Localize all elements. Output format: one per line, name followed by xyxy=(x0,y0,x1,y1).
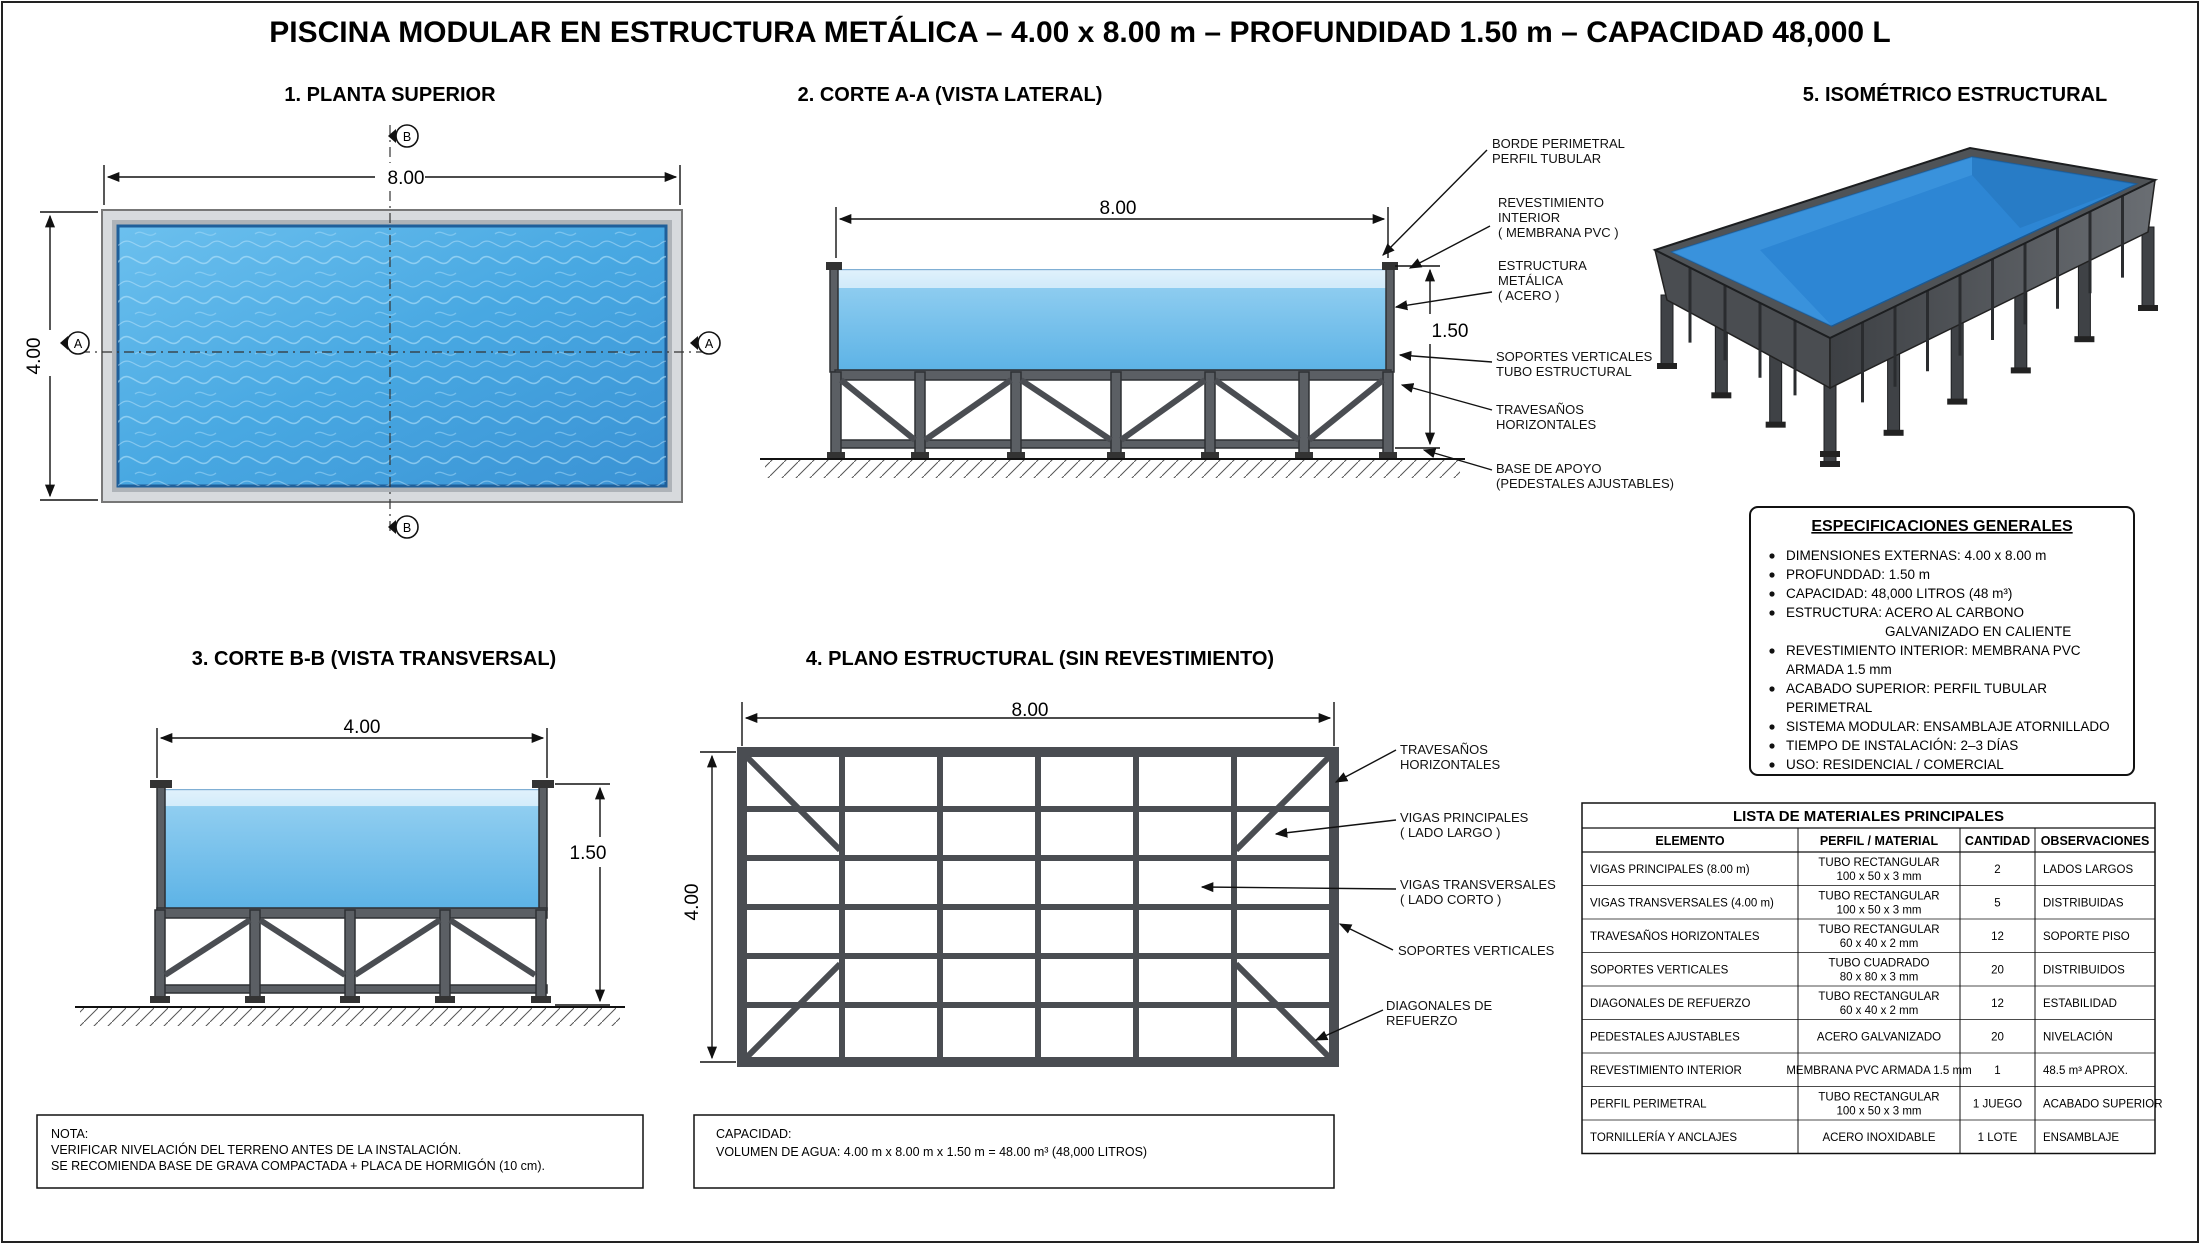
spec-bullet xyxy=(1769,553,1774,558)
svg-text:NOTA:: NOTA: xyxy=(51,1127,89,1141)
materials-cell-element: TORNILLERÍA Y ANCLAJES xyxy=(1590,1131,1738,1144)
iso-foot xyxy=(1766,422,1786,428)
materials-table xyxy=(1582,803,2163,1154)
materials-cell-obs: DISTRIBUIDAS xyxy=(2043,897,2124,910)
materials-title: LISTA DE MATERIALES PRINCIPALES xyxy=(1732,808,2005,825)
materials-cell-obs: SOPORTE PISO xyxy=(2043,930,2130,943)
view-4-structural-plan xyxy=(680,648,1556,1062)
spec-item: DIMENSIONES EXTERNAS: 4.00 x 8.00 m xyxy=(1786,548,2047,563)
aa-diagonal xyxy=(841,380,915,440)
capacity-box xyxy=(694,1115,1334,1188)
aa-diagonal xyxy=(1309,380,1383,440)
bb-dim-width: 4.00 xyxy=(343,717,381,738)
materials-cell-profile: TUBO RECTANGULAR xyxy=(1818,890,1940,903)
structural-dim-width: 4.00 xyxy=(682,883,703,921)
view-1-plan xyxy=(24,84,720,538)
bb-post xyxy=(250,910,260,998)
aa-post xyxy=(831,372,841,454)
spec-item-cont: ARMADA 1.5 mm xyxy=(1786,662,1892,677)
materials-cell-element: PEDESTALES AJUSTABLES xyxy=(1590,1031,1740,1044)
note-box xyxy=(37,1115,643,1188)
aa-labels xyxy=(1492,136,1674,491)
spec-bullet xyxy=(1769,743,1774,748)
bb-pedestal xyxy=(531,996,551,1003)
svg-text:REVESTIMIENTOINTERIOR( MEMBRAN: REVESTIMIENTO INTERIOR ( MEMBRANA PVC ) xyxy=(1498,195,1619,240)
view-2-title: 2. CORTE A-A (VISTA LATERAL) xyxy=(797,84,1103,106)
svg-text:B: B xyxy=(402,130,412,144)
bb-water xyxy=(165,790,539,908)
iso-foot xyxy=(1947,399,1967,405)
specs-title: ESPECIFICACIONES GENERALES xyxy=(1811,518,2073,535)
spec-item-cont: PERIMETRAL xyxy=(1786,700,1873,715)
spec-item-cont: GALVANIZADO EN CALIENTE xyxy=(1885,624,2072,639)
bb-pedestal xyxy=(340,996,360,1003)
section-marker-a-left xyxy=(60,332,89,354)
materials-header: ELEMENTO xyxy=(1655,834,1725,848)
view-5-title: 5. ISOMÉTRICO ESTRUCTURAL xyxy=(1802,84,2108,106)
materials-cell-obs: DISTRIBUIDOS xyxy=(2043,964,2125,977)
svg-text:VIGAS TRANSVERSALES( LADO CORT: VIGAS TRANSVERSALES ( LADO CORTO ) xyxy=(1400,877,1556,907)
bb-diagonal xyxy=(165,920,250,975)
spec-bullet xyxy=(1769,762,1774,767)
spec-bullet xyxy=(1769,648,1774,653)
iso-foot xyxy=(1711,392,1731,398)
iso-foot xyxy=(2138,305,2158,311)
materials-cell-qty: 20 xyxy=(1991,964,2004,977)
materials-cell-qty: 20 xyxy=(1991,1031,2004,1044)
plan-dim-width: 4.00 xyxy=(24,337,45,375)
view-3-title: 3. CORTE B-B (VISTA TRANSVERSAL) xyxy=(191,648,557,670)
aa-pedestal xyxy=(1201,452,1219,458)
materials-cell-profile: TUBO RECTANGULAR xyxy=(1818,1091,1940,1104)
materials-header: CANTIDAD xyxy=(1964,834,2031,848)
materials-cell-element: SOPORTES VERTICALES xyxy=(1590,964,1729,977)
bb-post xyxy=(536,910,546,998)
materials-cell-profile: TUBO RECTANGULAR xyxy=(1818,856,1940,869)
specs-box xyxy=(1750,507,2134,775)
aa-post xyxy=(1205,372,1215,454)
materials-cell-obs: ENSAMBLAJE xyxy=(2043,1131,2120,1144)
svg-text:SE RECOMIENDA BASE DE GRAVA CO: SE RECOMIENDA BASE DE GRAVA COMPACTADA + PLACA DE HORMIGÓN (10 cm). xyxy=(51,1159,545,1173)
spec-bullet xyxy=(1769,724,1774,729)
materials-cell-element: VIGAS TRANSVERSALES (4.00 m) xyxy=(1590,897,1774,910)
spec-item: ESTRUCTURA: ACERO AL CARBONO xyxy=(1786,605,2025,620)
spec-item: USO: RESIDENCIAL / COMERCIAL xyxy=(1786,757,2004,772)
materials-cell-qty: 5 xyxy=(1994,897,2001,910)
materials-cell-obs: LADOS LARGOS xyxy=(2043,863,2134,876)
svg-text:TRAVESAÑOSHORIZONTALES: TRAVESAÑOS HORIZONTALES xyxy=(1400,742,1501,772)
materials-cell-obs: NIVELACIÓN xyxy=(2043,1031,2113,1044)
materials-cell-profile: TUBO RECTANGULAR xyxy=(1818,923,1940,936)
svg-text:VIGAS PRINCIPALES( LADO LARGO: VIGAS PRINCIPALES ( LADO LARGO ) xyxy=(1400,810,1529,840)
svg-text:TRAVESAÑOSHORIZONTALES: TRAVESAÑOS HORIZONTALES xyxy=(1496,402,1597,432)
bb-pedestal xyxy=(435,996,455,1003)
bb-pedestal xyxy=(245,996,265,1003)
materials-cell-element: VIGAS PRINCIPALES (8.00 m) xyxy=(1590,863,1750,876)
iso-leg xyxy=(1770,354,1782,424)
materials-cell-profile: MEMBRANA PVC ARMADA 1.5 mm xyxy=(1786,1064,1972,1077)
materials-cell-element: REVESTIMIENTO INTERIOR xyxy=(1590,1064,1742,1077)
materials-cell-profile-dim: 100 x 50 x 3 mm xyxy=(1836,904,1922,917)
aa-pedestal xyxy=(1007,452,1025,458)
materials-header: OBSERVACIONES xyxy=(2040,834,2150,848)
view-4-title: 4. PLANO ESTRUCTURAL (SIN REVESTIMIENTO) xyxy=(805,648,1275,670)
materials-cell-profile-dim: 80 x 80 x 3 mm xyxy=(1839,971,1919,984)
view-3-section-bb xyxy=(75,648,625,1026)
materials-cell-profile: ACERO GALVANIZADO xyxy=(1816,1031,1942,1044)
materials-cell-qty: 1 JUEGO xyxy=(1972,1098,2023,1111)
spec-item: ACABADO SUPERIOR: PERFIL TUBULAR xyxy=(1786,681,2048,696)
svg-text:A: A xyxy=(73,337,83,351)
materials-cell-profile-dim: 60 x 40 x 2 mm xyxy=(1839,1004,1919,1017)
spec-item: TIEMPO DE INSTALACIÓN: 2–3 DÍAS xyxy=(1786,738,2019,753)
materials-cell-profile: TUBO CUADRADO xyxy=(1828,957,1930,970)
aa-post xyxy=(1383,372,1393,454)
spec-item: SISTEMA MODULAR: ENSAMBLAJE ATORNILLADO xyxy=(1786,719,2110,734)
svg-text:BORDE PERIMETRALPERFIL TUBULAR: BORDE PERIMETRAL PERFIL TUBULAR xyxy=(1492,136,1625,166)
aa-diagonal xyxy=(1215,380,1299,440)
iso-leg xyxy=(2142,227,2154,307)
svg-text:VOLUMEN DE AGUA: 4.00 m x 8.00: VOLUMEN DE AGUA: 4.00 m x 8.00 m x 1.50 m = 48.00 m³ (48,000 LITROS) xyxy=(716,1145,1148,1159)
svg-text:CAPACIDAD:: CAPACIDAD: xyxy=(716,1127,792,1141)
aa-diagonal xyxy=(1021,380,1111,440)
spec-item: PROFUNDDAD: 1.50 m xyxy=(1786,567,1931,582)
materials-cell-qty: 2 xyxy=(1994,863,2001,876)
iso-foot xyxy=(1820,461,1840,467)
materials-cell-qty: 1 LOTE xyxy=(1977,1131,2018,1144)
bb-diagonal xyxy=(260,920,345,975)
aa-pedestal xyxy=(911,452,929,458)
aa-diagonal xyxy=(925,380,1011,440)
materials-cell-qty: 12 xyxy=(1991,930,2004,943)
svg-text:SOPORTES VERTICALESTUBO ESTRUC: SOPORTES VERTICALES TUBO ESTRUCTURAL xyxy=(1496,349,1653,379)
materials-header: PERFIL / MATERIAL xyxy=(1819,834,1939,848)
aa-dim-length: 8.00 xyxy=(1099,198,1137,219)
page-title: PISCINA MODULAR EN ESTRUCTURA METÁLICA – 4.00 x 8.00 m – PROFUNDIDAD 1.50 m – CAPACIDAD 48,000 L xyxy=(269,16,1891,49)
materials-cell-element: DIAGONALES DE REFUERZO xyxy=(1590,997,1751,1010)
aa-post xyxy=(1111,372,1121,454)
spec-bullet xyxy=(1769,686,1774,691)
aa-post xyxy=(1299,372,1309,454)
aa-pedestal xyxy=(1107,452,1125,458)
materials-cell-qty: 1 xyxy=(1994,1064,2001,1077)
section-marker-a-right xyxy=(690,332,720,354)
bb-diagonal xyxy=(450,920,535,975)
materials-cell-element: PERFIL PERIMETRAL xyxy=(1590,1098,1707,1111)
svg-text:DIAGONALES DEREFUERZO: DIAGONALES DE REFUERZO xyxy=(1386,998,1493,1028)
materials-cell-obs: ESTABILIDAD xyxy=(2043,997,2117,1010)
bb-post xyxy=(440,910,450,998)
structural-dim-length: 8.00 xyxy=(1011,700,1049,721)
plan-dim-length: 8.00 xyxy=(387,168,425,189)
materials-cell-obs: 48.5 m³ APROX. xyxy=(2043,1064,2129,1077)
aa-post xyxy=(1011,372,1021,454)
view-1-title: 1. PLANTA SUPERIOR xyxy=(284,84,496,106)
bb-post xyxy=(155,910,165,998)
materials-cell-qty: 12 xyxy=(1991,997,2004,1010)
materials-cell-profile-dim: 100 x 50 x 3 mm xyxy=(1836,870,1922,883)
materials-cell-profile: ACERO INOXIDABLE xyxy=(1822,1131,1936,1144)
iso-foot xyxy=(1657,363,1677,369)
svg-text:A: A xyxy=(704,337,714,351)
materials-cell-obs: ACABADO SUPERIOR xyxy=(2043,1098,2163,1111)
aa-diagonal xyxy=(1121,380,1205,440)
aa-post xyxy=(915,372,925,454)
iso-leg xyxy=(1661,295,1673,365)
iso-foot xyxy=(1820,451,1840,457)
svg-text:ESTRUCTURAMETÁLICA( ACERO ): ESTRUCTURA METÁLICA ( ACERO ) xyxy=(1498,258,1587,303)
materials-cell-profile: TUBO RECTANGULAR xyxy=(1818,990,1940,1003)
bb-post xyxy=(345,910,355,998)
bb-dim-depth: 1.50 xyxy=(569,843,607,864)
view-2-section-aa xyxy=(760,84,1674,491)
aa-pedestal xyxy=(1379,452,1397,458)
aa-pedestal xyxy=(827,452,845,458)
spec-item: CAPACIDAD: 48,000 LITROS (48 m³) xyxy=(1786,586,2013,601)
iso-leg xyxy=(1824,383,1836,453)
svg-text:B: B xyxy=(402,521,412,535)
bb-diagonal xyxy=(355,920,440,975)
iso-foot xyxy=(2074,336,2094,342)
materials-cell-profile-dim: 100 x 50 x 3 mm xyxy=(1836,1105,1922,1118)
spec-bullet xyxy=(1769,610,1774,615)
iso-foot xyxy=(2011,367,2031,373)
bb-pedestal xyxy=(150,996,170,1003)
svg-text:SOPORTES VERTICALES: SOPORTES VERTICALES xyxy=(1398,943,1555,958)
materials-cell-profile-dim: 60 x 40 x 2 mm xyxy=(1839,937,1919,950)
section-marker-b-top xyxy=(388,125,418,147)
section-marker-b-bottom xyxy=(388,516,418,538)
spec-bullet xyxy=(1769,591,1774,596)
spec-bullet xyxy=(1769,572,1774,577)
iso-foot xyxy=(1884,430,1904,436)
aa-dim-depth: 1.50 xyxy=(1431,321,1469,342)
spec-item: REVESTIMIENTO INTERIOR: MEMBRANA PVC xyxy=(1786,643,2081,658)
structural-labels xyxy=(1386,742,1556,1028)
materials-cell-element: TRAVESAÑOS HORIZONTALES xyxy=(1590,930,1760,943)
view-5-isometric xyxy=(1655,83,2158,467)
aa-pedestal xyxy=(1295,452,1313,458)
svg-text:VERIFICAR NIVELACIÓN DEL TERRE: VERIFICAR NIVELACIÓN DEL TERRENO ANTES DE LA INSTALACIÓN. xyxy=(51,1143,462,1157)
svg-text:BASE DE APOYO(PEDESTALES AJUST: BASE DE APOYO (PEDESTALES AJUSTABLES) xyxy=(1496,461,1674,491)
